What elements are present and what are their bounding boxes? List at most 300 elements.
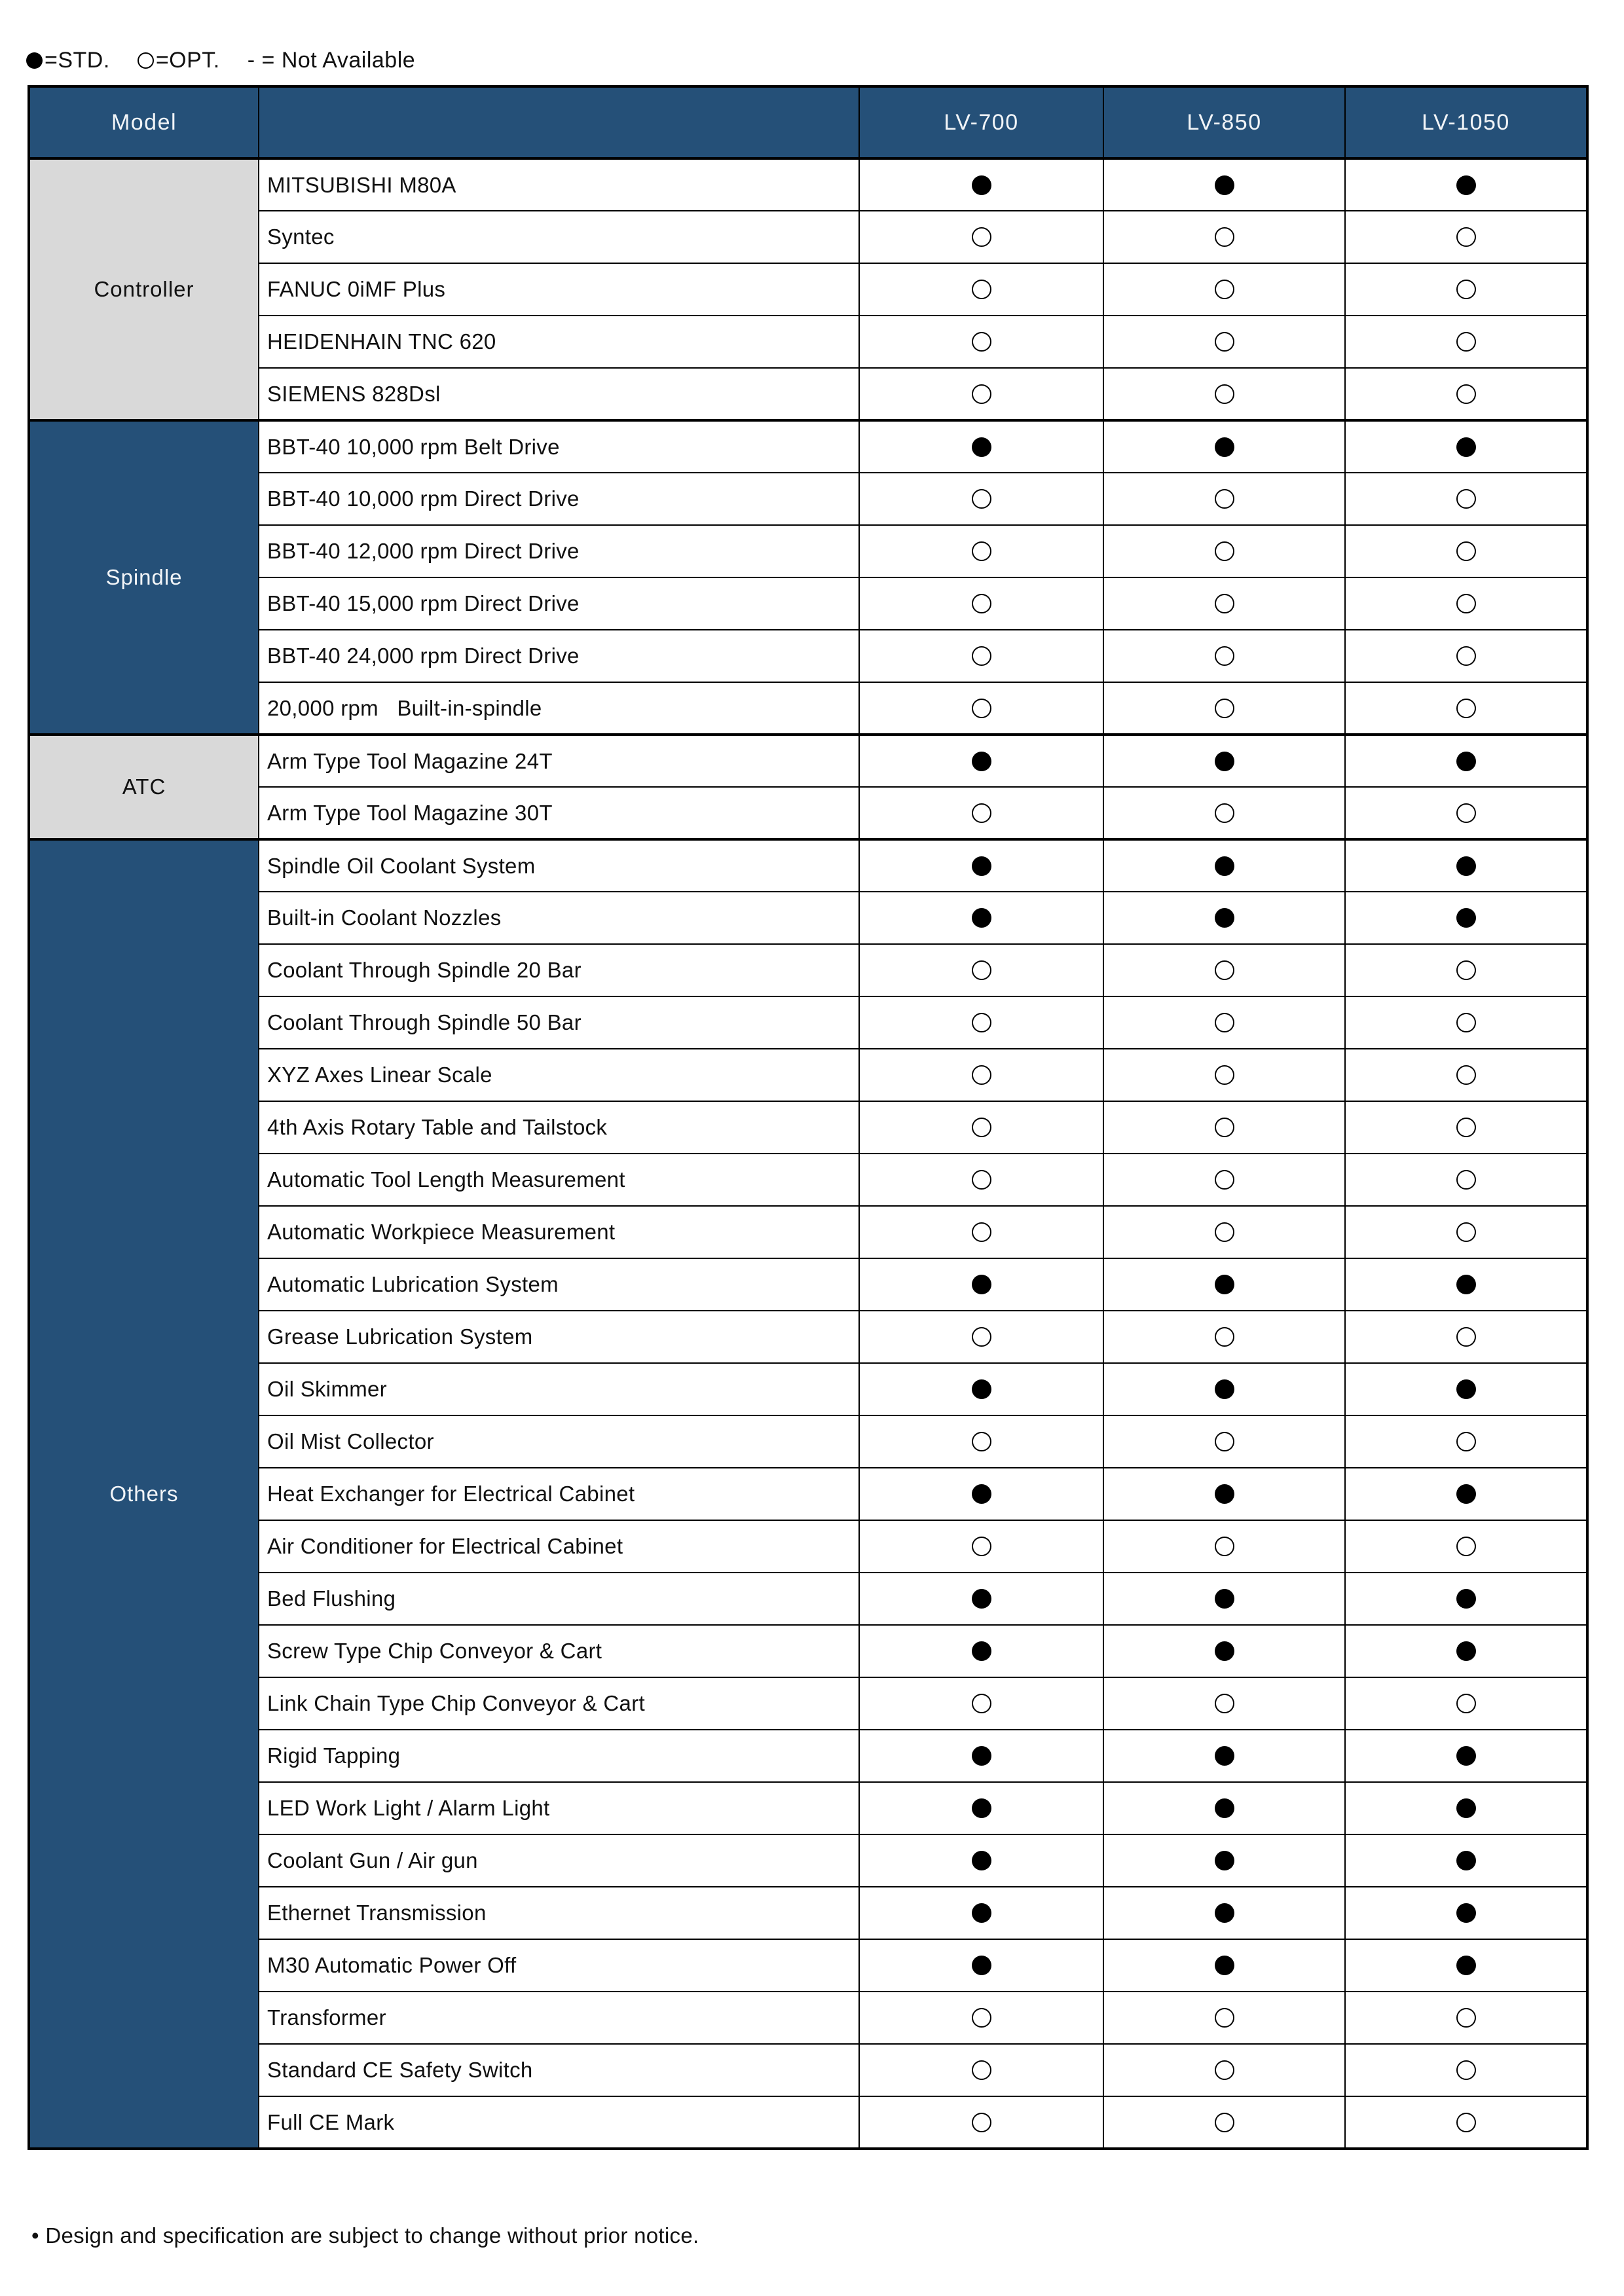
category-cell-others: Others (29, 839, 259, 2149)
table-row (29, 1887, 1587, 1939)
opt-empty-circle-icon (1456, 280, 1476, 299)
value-cell (1103, 1939, 1345, 1992)
value-cell (1103, 1101, 1345, 1154)
std-filled-circle-icon (1456, 1379, 1476, 1399)
opt-empty-circle-icon (972, 1537, 991, 1556)
opt-empty-circle-icon (972, 803, 991, 823)
feature-cell: Heat Exchanger for Electrical Cabinet (259, 1468, 859, 1520)
legend-opt (138, 47, 220, 73)
feature-cell: Automatic Lubrication System (259, 1258, 859, 1311)
opt-empty-circle-icon (1215, 332, 1234, 352)
feature-cell: Bed Flushing (259, 1573, 859, 1625)
legend-opt-label: =OPT. (155, 48, 220, 73)
opt-empty-circle-icon (972, 1432, 991, 1451)
value-cell (1103, 1992, 1345, 2044)
opt-empty-circle-icon (1215, 2008, 1234, 2028)
table-row (29, 1625, 1587, 1677)
feature-cell: Transformer (259, 1992, 859, 2044)
opt-empty-circle-icon (1456, 384, 1476, 404)
table-row (29, 630, 1587, 682)
value-cell (1345, 316, 1587, 368)
feature-cell: HEIDENHAIN TNC 620 (259, 316, 859, 368)
value-cell (859, 1101, 1103, 1154)
value-cell (1103, 316, 1345, 368)
table-row (29, 1782, 1587, 1834)
value-cell (1345, 525, 1587, 577)
value-cell (1345, 1782, 1587, 1834)
value-cell (859, 525, 1103, 577)
opt-empty-circle-icon (1456, 2008, 1476, 2028)
table-row (29, 1154, 1587, 1206)
opt-empty-circle-icon (1456, 1170, 1476, 1190)
feature-cell: 20,000 rpm Built-in-spindle (259, 682, 859, 735)
column-header-lv850: LV-850 (1103, 86, 1345, 158)
opt-empty-circle-icon (972, 280, 991, 299)
value-cell (1345, 2096, 1587, 2149)
opt-empty-circle-icon (1456, 803, 1476, 823)
value-cell (1345, 158, 1587, 211)
value-cell (1103, 1311, 1345, 1363)
value-cell (1345, 892, 1587, 944)
value-cell (1103, 158, 1345, 211)
table-row (29, 2044, 1587, 2096)
feature-cell: M30 Automatic Power Off (259, 1939, 859, 1992)
opt-empty-circle-icon (972, 594, 991, 613)
table-row (29, 944, 1587, 996)
value-cell (859, 1782, 1103, 1834)
value-cell (1103, 1468, 1345, 1520)
table-row (29, 1363, 1587, 1415)
feature-cell: BBT-40 15,000 rpm Direct Drive (259, 577, 859, 630)
value-cell (1345, 577, 1587, 630)
feature-cell: LED Work Light / Alarm Light (259, 1782, 859, 1834)
value-cell (1103, 1363, 1345, 1415)
value-cell (1345, 1887, 1587, 1939)
value-cell (1103, 368, 1345, 420)
column-header-lv700: LV-700 (859, 86, 1103, 158)
legend-not-available-label: - = Not Available (247, 48, 416, 73)
legend (26, 47, 443, 73)
table-row (29, 682, 1587, 735)
feature-cell: Link Chain Type Chip Conveyor & Cart (259, 1677, 859, 1730)
value-cell (1345, 1677, 1587, 1730)
std-filled-circle-icon (972, 1641, 991, 1661)
table-row (29, 420, 1587, 473)
value-cell (1103, 2044, 1345, 2096)
opt-empty-circle-icon (138, 52, 154, 69)
std-filled-circle-icon (972, 1589, 991, 1609)
opt-empty-circle-icon (972, 1065, 991, 1085)
table-row (29, 525, 1587, 577)
opt-empty-circle-icon (1456, 332, 1476, 352)
opt-empty-circle-icon (972, 2008, 991, 2028)
opt-empty-circle-icon (1456, 1327, 1476, 1347)
std-filled-circle-icon (1215, 1851, 1234, 1870)
value-cell (859, 2096, 1103, 2149)
value-cell (859, 1625, 1103, 1677)
value-cell (1345, 1154, 1587, 1206)
footnote: • Design and specification are subject to change without prior notice. (31, 2223, 699, 2248)
std-filled-circle-icon (972, 1903, 991, 1923)
value-cell (859, 1468, 1103, 1520)
std-filled-circle-icon (972, 908, 991, 928)
opt-empty-circle-icon (1456, 227, 1476, 247)
std-filled-circle-icon (1215, 752, 1234, 771)
opt-empty-circle-icon (1215, 2060, 1234, 2080)
value-cell (1345, 2044, 1587, 2096)
std-filled-circle-icon (1456, 437, 1476, 457)
opt-empty-circle-icon (1456, 2113, 1476, 2132)
value-cell (1345, 839, 1587, 892)
table-row (29, 473, 1587, 525)
value-cell (1345, 1834, 1587, 1887)
std-filled-circle-icon (1456, 908, 1476, 928)
value-cell (1103, 1887, 1345, 1939)
value-cell (1103, 1625, 1345, 1677)
value-cell (1103, 1520, 1345, 1573)
opt-empty-circle-icon (972, 2060, 991, 2080)
value-cell (1345, 630, 1587, 682)
value-cell (1103, 1258, 1345, 1311)
value-cell (859, 787, 1103, 839)
value-cell (1345, 1573, 1587, 1625)
std-filled-circle-icon (972, 856, 991, 876)
opt-empty-circle-icon (1456, 1537, 1476, 1556)
value-cell (859, 1363, 1103, 1415)
opt-empty-circle-icon (1456, 1432, 1476, 1451)
std-filled-circle-icon (1456, 1903, 1476, 1923)
feature-cell: Arm Type Tool Magazine 30T (259, 787, 859, 839)
feature-cell: Automatic Tool Length Measurement (259, 1154, 859, 1206)
value-cell (1103, 263, 1345, 316)
value-cell (1103, 525, 1345, 577)
value-cell (1103, 2096, 1345, 2149)
value-cell (859, 211, 1103, 263)
value-cell (859, 158, 1103, 211)
opt-empty-circle-icon (1215, 594, 1234, 613)
opt-empty-circle-icon (972, 1013, 991, 1032)
opt-empty-circle-icon (1456, 960, 1476, 980)
table-row (29, 996, 1587, 1049)
value-cell (1103, 787, 1345, 839)
table-row (29, 577, 1587, 630)
opt-empty-circle-icon (1456, 2060, 1476, 2080)
std-filled-circle-icon (1456, 1956, 1476, 1975)
value-cell (1345, 420, 1587, 473)
opt-empty-circle-icon (1215, 1432, 1234, 1451)
feature-cell: Rigid Tapping (259, 1730, 859, 1782)
spec-table (28, 85, 1589, 2150)
feature-cell: SIEMENS 828Dsl (259, 368, 859, 420)
opt-empty-circle-icon (972, 227, 991, 247)
table-row (29, 1573, 1587, 1625)
value-cell (1345, 1468, 1587, 1520)
opt-empty-circle-icon (972, 1327, 991, 1347)
table-row (29, 1049, 1587, 1101)
value-cell (1103, 839, 1345, 892)
std-filled-circle-icon (1215, 856, 1234, 876)
std-filled-circle-icon (1456, 1641, 1476, 1661)
value-cell (1345, 263, 1587, 316)
opt-empty-circle-icon (972, 646, 991, 666)
feature-cell: Coolant Through Spindle 20 Bar (259, 944, 859, 996)
table-row (29, 1730, 1587, 1782)
value-cell (1103, 1834, 1345, 1887)
opt-empty-circle-icon (972, 960, 991, 980)
std-filled-circle-icon (1215, 908, 1234, 928)
opt-empty-circle-icon (1456, 1118, 1476, 1137)
value-cell (1103, 1782, 1345, 1834)
feature-cell: Air Conditioner for Electrical Cabinet (259, 1520, 859, 1573)
opt-empty-circle-icon (1215, 646, 1234, 666)
value-cell (859, 682, 1103, 735)
value-cell (859, 577, 1103, 630)
table-row (29, 1101, 1587, 1154)
table-row (29, 1415, 1587, 1468)
opt-empty-circle-icon (1215, 960, 1234, 980)
opt-empty-circle-icon (1215, 384, 1234, 404)
std-filled-circle-icon (1215, 1484, 1234, 1504)
table-row (29, 158, 1587, 211)
column-header-lv1050: LV-1050 (1345, 86, 1587, 158)
table-row (29, 735, 1587, 787)
feature-cell: Standard CE Safety Switch (259, 2044, 859, 2096)
opt-empty-circle-icon (972, 1118, 991, 1137)
opt-empty-circle-icon (972, 541, 991, 561)
value-cell (1103, 1415, 1345, 1468)
value-cell (1345, 1625, 1587, 1677)
opt-empty-circle-icon (1215, 1222, 1234, 1242)
std-filled-circle-icon (972, 1275, 991, 1294)
feature-cell: Automatic Workpiece Measurement (259, 1206, 859, 1258)
value-cell (859, 1573, 1103, 1625)
value-cell (859, 1154, 1103, 1206)
opt-empty-circle-icon (1456, 1694, 1476, 1713)
value-cell (1103, 1730, 1345, 1782)
opt-empty-circle-icon (1215, 1118, 1234, 1137)
value-cell (1345, 1311, 1587, 1363)
std-filled-circle-icon (1456, 1275, 1476, 1294)
table-row (29, 263, 1587, 316)
value-cell (1103, 473, 1345, 525)
feature-cell: BBT-40 10,000 rpm Belt Drive (259, 420, 859, 473)
feature-cell: Grease Lubrication System (259, 1311, 859, 1363)
std-filled-circle-icon (1456, 175, 1476, 195)
std-filled-circle-icon (972, 1746, 991, 1766)
std-filled-circle-icon (1456, 1746, 1476, 1766)
std-filled-circle-icon (972, 1956, 991, 1975)
feature-cell: BBT-40 12,000 rpm Direct Drive (259, 525, 859, 577)
std-filled-circle-icon (1215, 1798, 1234, 1818)
value-cell (1345, 682, 1587, 735)
value-cell (859, 1206, 1103, 1258)
opt-empty-circle-icon (972, 1222, 991, 1242)
table-row (29, 1677, 1587, 1730)
value-cell (1345, 996, 1587, 1049)
value-cell (859, 1520, 1103, 1573)
std-filled-circle-icon (972, 1484, 991, 1504)
value-cell (1345, 368, 1587, 420)
value-cell (1103, 1154, 1345, 1206)
value-cell (1345, 1101, 1587, 1154)
table-row (29, 839, 1587, 892)
opt-empty-circle-icon (1215, 1013, 1234, 1032)
opt-empty-circle-icon (1215, 1327, 1234, 1347)
feature-cell: MITSUBISHI M80A (259, 158, 859, 211)
value-cell (1345, 787, 1587, 839)
opt-empty-circle-icon (1456, 594, 1476, 613)
feature-cell: FANUC 0iMF Plus (259, 263, 859, 316)
value-cell (859, 1834, 1103, 1887)
value-cell (1345, 1363, 1587, 1415)
opt-empty-circle-icon (1456, 646, 1476, 666)
table-row (29, 1206, 1587, 1258)
value-cell (1103, 1677, 1345, 1730)
opt-empty-circle-icon (972, 489, 991, 509)
value-cell (859, 1311, 1103, 1363)
value-cell (1103, 577, 1345, 630)
table-row (29, 211, 1587, 263)
table-row (29, 316, 1587, 368)
value-cell (859, 1258, 1103, 1311)
value-cell (859, 1992, 1103, 2044)
feature-cell: 4th Axis Rotary Table and Tailstock (259, 1101, 859, 1154)
header-row (29, 86, 1587, 158)
value-cell (859, 1415, 1103, 1468)
std-filled-circle-icon (1215, 1589, 1234, 1609)
opt-empty-circle-icon (1215, 1170, 1234, 1190)
std-filled-circle-icon (1456, 752, 1476, 771)
value-cell (859, 944, 1103, 996)
value-cell (1345, 1049, 1587, 1101)
value-cell (1345, 1415, 1587, 1468)
value-cell (1103, 1573, 1345, 1625)
std-filled-circle-icon (1215, 1275, 1234, 1294)
value-cell (859, 630, 1103, 682)
std-filled-circle-icon (1456, 1484, 1476, 1504)
value-cell (1103, 996, 1345, 1049)
opt-empty-circle-icon (1215, 280, 1234, 299)
feature-cell: Oil Mist Collector (259, 1415, 859, 1468)
std-filled-circle-icon (1215, 1903, 1234, 1923)
table-row (29, 1992, 1587, 2044)
category-cell-spindle: Spindle (29, 420, 259, 735)
std-filled-circle-icon (1456, 1589, 1476, 1609)
value-cell (859, 263, 1103, 316)
opt-empty-circle-icon (1456, 489, 1476, 509)
value-cell (1345, 1992, 1587, 2044)
category-cell-atc: ATC (29, 735, 259, 839)
table-row (29, 368, 1587, 420)
value-cell (859, 735, 1103, 787)
feature-cell: BBT-40 24,000 rpm Direct Drive (259, 630, 859, 682)
std-filled-circle-icon (972, 1851, 991, 1870)
value-cell (1345, 1258, 1587, 1311)
table-row (29, 1520, 1587, 1573)
opt-empty-circle-icon (1215, 803, 1234, 823)
std-filled-circle-icon (26, 52, 43, 69)
feature-cell: XYZ Axes Linear Scale (259, 1049, 859, 1101)
legend-std-label: =STD. (45, 48, 110, 73)
feature-cell: Syntec (259, 211, 859, 263)
value-cell (859, 2044, 1103, 2096)
opt-empty-circle-icon (1215, 489, 1234, 509)
value-cell (1345, 1939, 1587, 1992)
table-row (29, 1834, 1587, 1887)
opt-empty-circle-icon (972, 2113, 991, 2132)
feature-cell: Built-in Coolant Nozzles (259, 892, 859, 944)
value-cell (1345, 473, 1587, 525)
feature-cell: Arm Type Tool Magazine 24T (259, 735, 859, 787)
std-filled-circle-icon (1215, 1956, 1234, 1975)
opt-empty-circle-icon (972, 1170, 991, 1190)
table-row (29, 1311, 1587, 1363)
std-filled-circle-icon (1456, 1851, 1476, 1870)
opt-empty-circle-icon (1215, 1694, 1234, 1713)
table-row (29, 1468, 1587, 1520)
feature-cell: BBT-40 10,000 rpm Direct Drive (259, 473, 859, 525)
opt-empty-circle-icon (1215, 541, 1234, 561)
value-cell (859, 892, 1103, 944)
feature-cell: Coolant Gun / Air gun (259, 1834, 859, 1887)
feature-cell: Spindle Oil Coolant System (259, 839, 859, 892)
feature-cell: Full CE Mark (259, 2096, 859, 2149)
value-cell (1345, 1206, 1587, 1258)
value-cell (859, 1887, 1103, 1939)
legend-std (26, 47, 110, 73)
std-filled-circle-icon (1456, 1798, 1476, 1818)
blank-header-cell (259, 86, 859, 158)
value-cell (1103, 735, 1345, 787)
table-row (29, 1939, 1587, 1992)
value-cell (859, 420, 1103, 473)
std-filled-circle-icon (1215, 1379, 1234, 1399)
value-cell (1103, 420, 1345, 473)
value-cell (1345, 1730, 1587, 1782)
value-cell (1345, 944, 1587, 996)
opt-empty-circle-icon (1456, 1013, 1476, 1032)
std-filled-circle-icon (1215, 437, 1234, 457)
std-filled-circle-icon (972, 752, 991, 771)
feature-cell: Oil Skimmer (259, 1363, 859, 1415)
feature-cell: Ethernet Transmission (259, 1887, 859, 1939)
value-cell (1103, 630, 1345, 682)
value-cell (1345, 211, 1587, 263)
value-cell (1103, 682, 1345, 735)
std-filled-circle-icon (1456, 856, 1476, 876)
value-cell (1103, 944, 1345, 996)
opt-empty-circle-icon (1215, 699, 1234, 718)
opt-empty-circle-icon (972, 1694, 991, 1713)
opt-empty-circle-icon (1456, 1222, 1476, 1242)
std-filled-circle-icon (1215, 175, 1234, 195)
feature-cell: Screw Type Chip Conveyor & Cart (259, 1625, 859, 1677)
opt-empty-circle-icon (1215, 227, 1234, 247)
std-filled-circle-icon (972, 1379, 991, 1399)
std-filled-circle-icon (972, 175, 991, 195)
opt-empty-circle-icon (972, 384, 991, 404)
std-filled-circle-icon (1215, 1746, 1234, 1766)
opt-empty-circle-icon (1456, 699, 1476, 718)
value-cell (859, 316, 1103, 368)
value-cell (1103, 211, 1345, 263)
value-cell (859, 1677, 1103, 1730)
value-cell (1345, 735, 1587, 787)
opt-empty-circle-icon (972, 332, 991, 352)
std-filled-circle-icon (1215, 1641, 1234, 1661)
opt-empty-circle-icon (1215, 1065, 1234, 1085)
value-cell (1345, 1520, 1587, 1573)
